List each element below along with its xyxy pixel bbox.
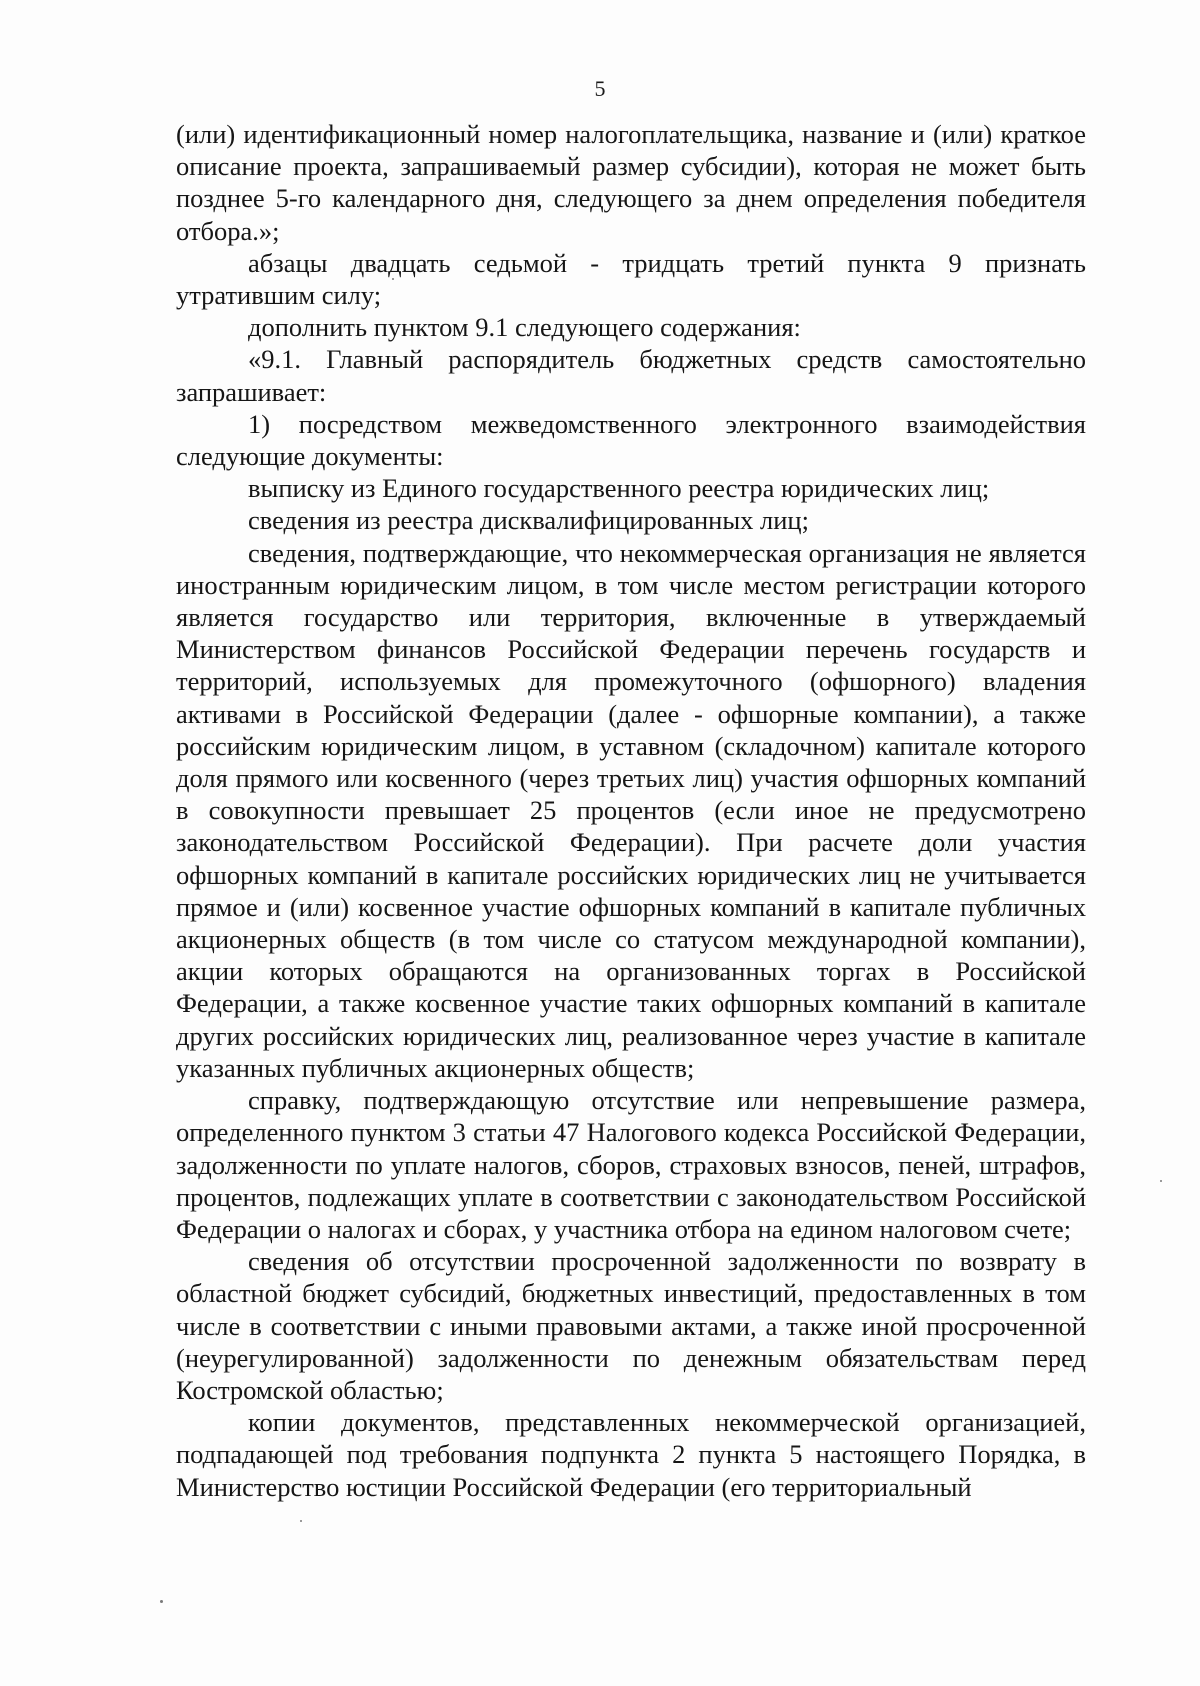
- scan-speck: [160, 1600, 163, 1603]
- paragraph: выписку из Единого государственного реестра юридических лиц;: [248, 473, 990, 504]
- page-number: 5: [594, 76, 606, 101]
- scan-speck: [1160, 1180, 1162, 1182]
- paragraph: копии документов, представленных некоммерческой организацией, подпадающей под требования подпункта 2 пункта 5 настоящего Порядка, в Министерство юстиции Российской Федерации (его территориальный: [176, 1407, 1086, 1502]
- scan-speck: [392, 278, 394, 280]
- paragraph: «9.1. Главный распорядитель бюджетных средств самостоятельно запрашивает:: [176, 344, 1086, 407]
- paragraph: абзацы двадцать седьмой - тридцать третий пункта 9 признать утратившим силу;: [176, 247, 1086, 311]
- paragraph: сведения из реестра дисквалифицированных лиц;: [248, 505, 809, 536]
- paragraph: сведения, подтверждающие, что некоммерческая организация не является иностранным юридическим лицом, в том числе местом регистрации которого является государство или территория, включенные в утверждаемый Министерством финансов Российской Федерации перечень государств и территорий, используемых для промежуточного (офшорного) владения активами в Российской Федерации (далее - офшорные компании), а также российским юридическим лицом, в уставном (складочном) капитале которого доля прямого или косвенного (через третьих лиц) участия офшорных компаний в совокупности превышает 25 процентов (если иное не предусмотрено законодательством Российской Федерации). При расчете доли участия офшорных компаний в капитале российских юридических лиц не учитывается прямое и (или) косвенное участие офшорных компаний в капитале публичных акционерных обществ (в том числе со статусом международной компании), акции которых обращаются на организованных торгах в Российской Федерации, а также косвенное участие таких офшорных компаний в капитале других российских юридических лиц, реализованное через участие в капитале указанных публичных акционерных обществ;: [176, 537, 1086, 1083]
- paragraph: справку, подтверждающую отсутствие или непревышение размера, определенного пунктом 3 статьи 47 Налогового кодекса Российской Федерации, задолженности по уплате налогов, сборов, страховых взносов, пеней, штрафов, процентов, подлежащих уплате в соответствии с законодательством Российской Федерации о налогах и сборах, у участника отбора на едином налоговом счете;: [176, 1085, 1086, 1244]
- scan-speck: [300, 1520, 302, 1522]
- document-body: [176, 118, 1086, 1503]
- paragraph: 1) посредством межведомственного электронного взаимодействия следующие документы:: [176, 408, 1086, 472]
- paragraph: дополнить пунктом 9.1 следующего содержания:: [248, 312, 801, 343]
- paragraph: (или) идентификационный номер налогоплательщика, название и (или) краткое описание проекта, запрашиваемый размер субсидии), которая не может быть позднее 5-го календарного дня, следующего за днем определения победителя отбора.»;: [176, 119, 1086, 246]
- paragraph: сведения об отсутствии просроченной задолженности по возврату в областной бюджет субсидий, бюджетных инвестиций, предоставленных в том числе в соответствии с иными правовыми актами, а также иной просроченной (неурегулированной) задолженности по денежным обязательствам перед Костромской областью;: [176, 1246, 1086, 1405]
